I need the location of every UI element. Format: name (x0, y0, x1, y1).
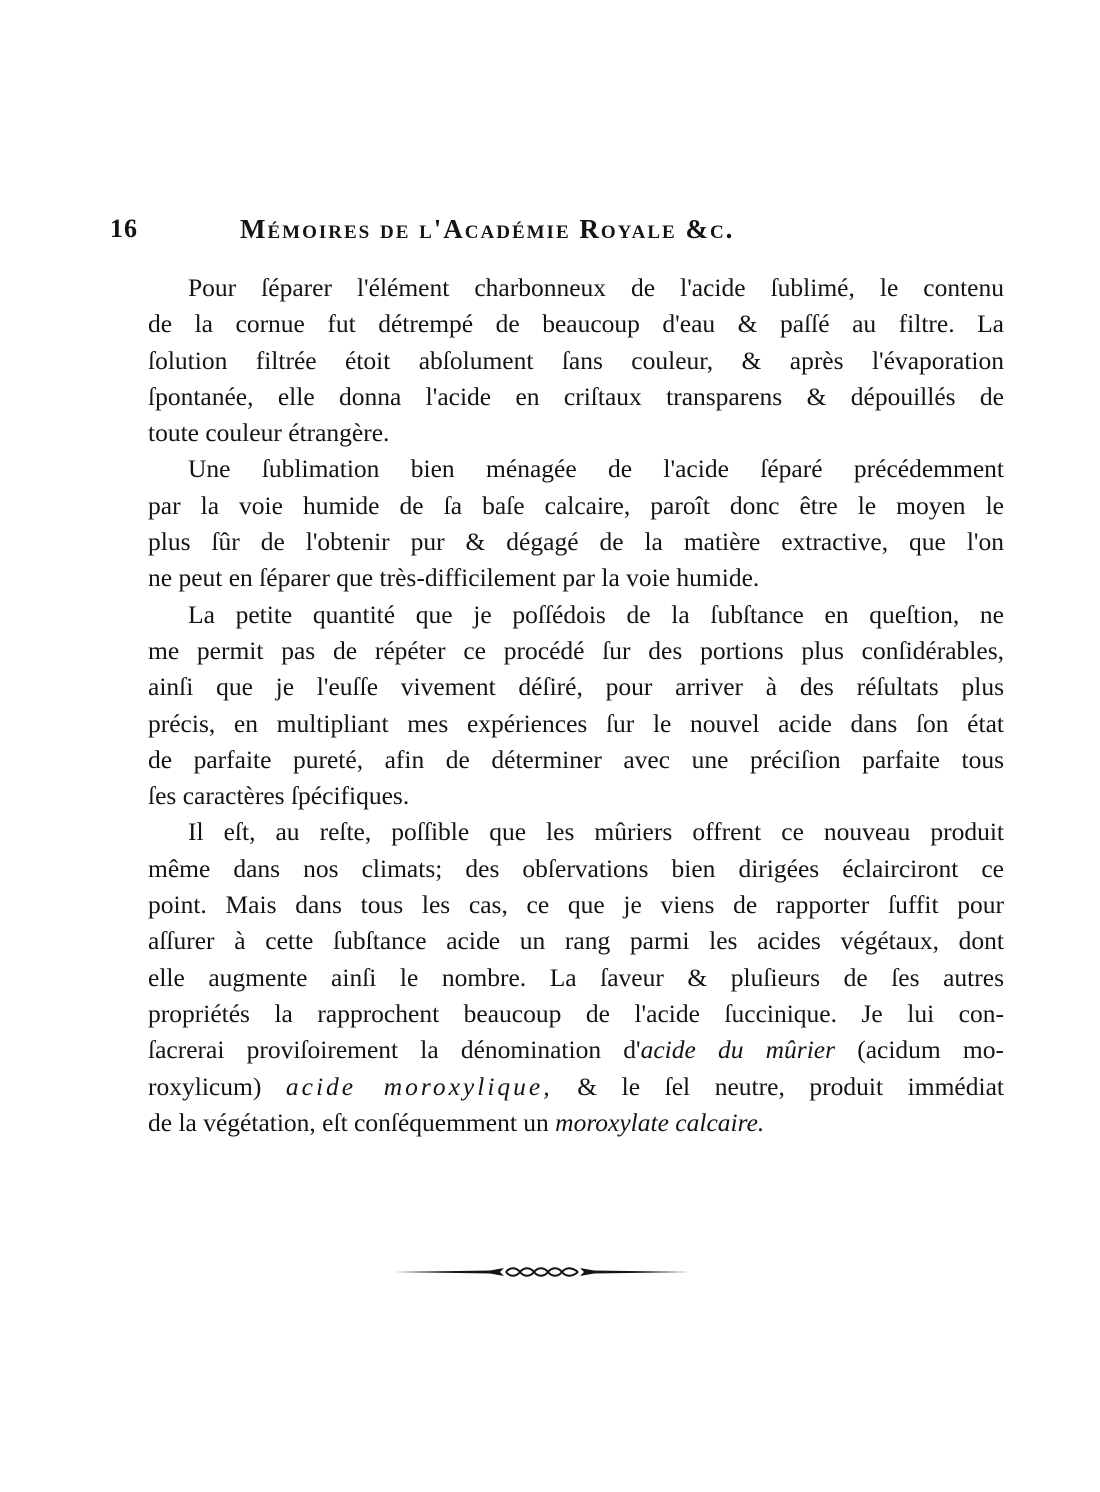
text-line (108, 1032, 1004, 1068)
paragraph-1 (108, 270, 1004, 451)
italic-term: moroxylate calcaire. (555, 1107, 765, 1137)
text-line: Une ſublimation bien ménagée de l'acide ſéparé précédemment (188, 454, 1004, 484)
text-line: ſpontanée, elle donna l'acide en criſtaux transparens & dépouillés de (148, 381, 1004, 411)
text-line: de parfaite pureté, afin de déterminer avec une préciſion parfaite tous (148, 744, 1004, 774)
text-line: elle augmente ainſi le nombre. La ſaveur & pluſieurs de ſes autres (148, 962, 1004, 992)
text-run: (acidum mo- (835, 1035, 1005, 1065)
text-line: ne peut en ſéparer que très-difficilement par la voie humide. (148, 563, 760, 593)
running-head (108, 214, 1004, 254)
text-line: me permit pas de répéter ce procédé ſur des portions plus conſidérables, (148, 635, 1004, 665)
text-line: par la voie humide de ſa baſe calcaire, paroît donc être le moyen le (148, 490, 1004, 520)
paragraph-4 (108, 814, 1004, 1141)
paragraph-2 (108, 451, 1004, 596)
text-line: ſes caractères ſpécifiques. (148, 781, 410, 811)
text-line: ſolution filtrée étoit abſolument ſans couleur, & après l'évaporation (148, 345, 1004, 375)
italic-term: acide du mûrier (640, 1035, 836, 1065)
text-run: de la végétation, eſt conſéquemment un (148, 1107, 556, 1137)
text-line (108, 1105, 1004, 1141)
text-line: Pour ſéparer l'élément charbonneux de l'acide ſublimé, le contenu (188, 273, 1004, 302)
text-line: précis, en multipliant mes expériences ſur le nouvel acide dans ſon état (148, 708, 1004, 738)
text-line: toute couleur étrangère. (148, 418, 390, 448)
text-run: & le ſel neutre, produit immédiat (552, 1071, 1004, 1101)
text-run: ſacrerai proviſoirement la dénomination d' (148, 1035, 641, 1065)
text-line: Il eſt, au reſte, poſſible que les mûriers offrent ce nouveau produit (188, 817, 1004, 847)
paragraph-3 (108, 597, 1004, 815)
text-line: plus ſûr de l'obtenir pur & dégagé de la matière extractive, que l'on (148, 527, 1004, 557)
page-number: 16 (110, 214, 138, 243)
text-line: La petite quantité que je poſſédois de la ſubſtance en queſtion, ne (188, 599, 1004, 629)
tail-piece-ornament (392, 1264, 692, 1280)
running-title: Mémoires de l'Académie Royale &c. (240, 214, 735, 244)
italic-term-spaced: acide moroxylique, (285, 1071, 553, 1101)
text-line (108, 1069, 1004, 1105)
text-run: roxylicum) (148, 1071, 286, 1101)
text-line: même dans nos climats; des obſervations bien dirigées éclairciront ce (148, 853, 1004, 883)
text-line: ainſi que je l'euſſe vivement déſiré, pour arriver à des réſultats plus (148, 672, 1004, 702)
text-line: point. Mais dans tous les cas, ce que je viens de rapporter ſuffit pour (148, 890, 1004, 920)
text-line: propriétés la rapprochent beaucoup de l'acide ſuccinique. Je lui con- (148, 998, 1004, 1028)
text-line: de la cornue fut détrempé de beaucoup d'eau & paſſé au filtre. La (148, 309, 1004, 339)
body-text (108, 270, 1004, 1141)
text-line: aſſurer à cette ſubſtance acide un rang parmi les acides végétaux, dont (148, 926, 1004, 956)
